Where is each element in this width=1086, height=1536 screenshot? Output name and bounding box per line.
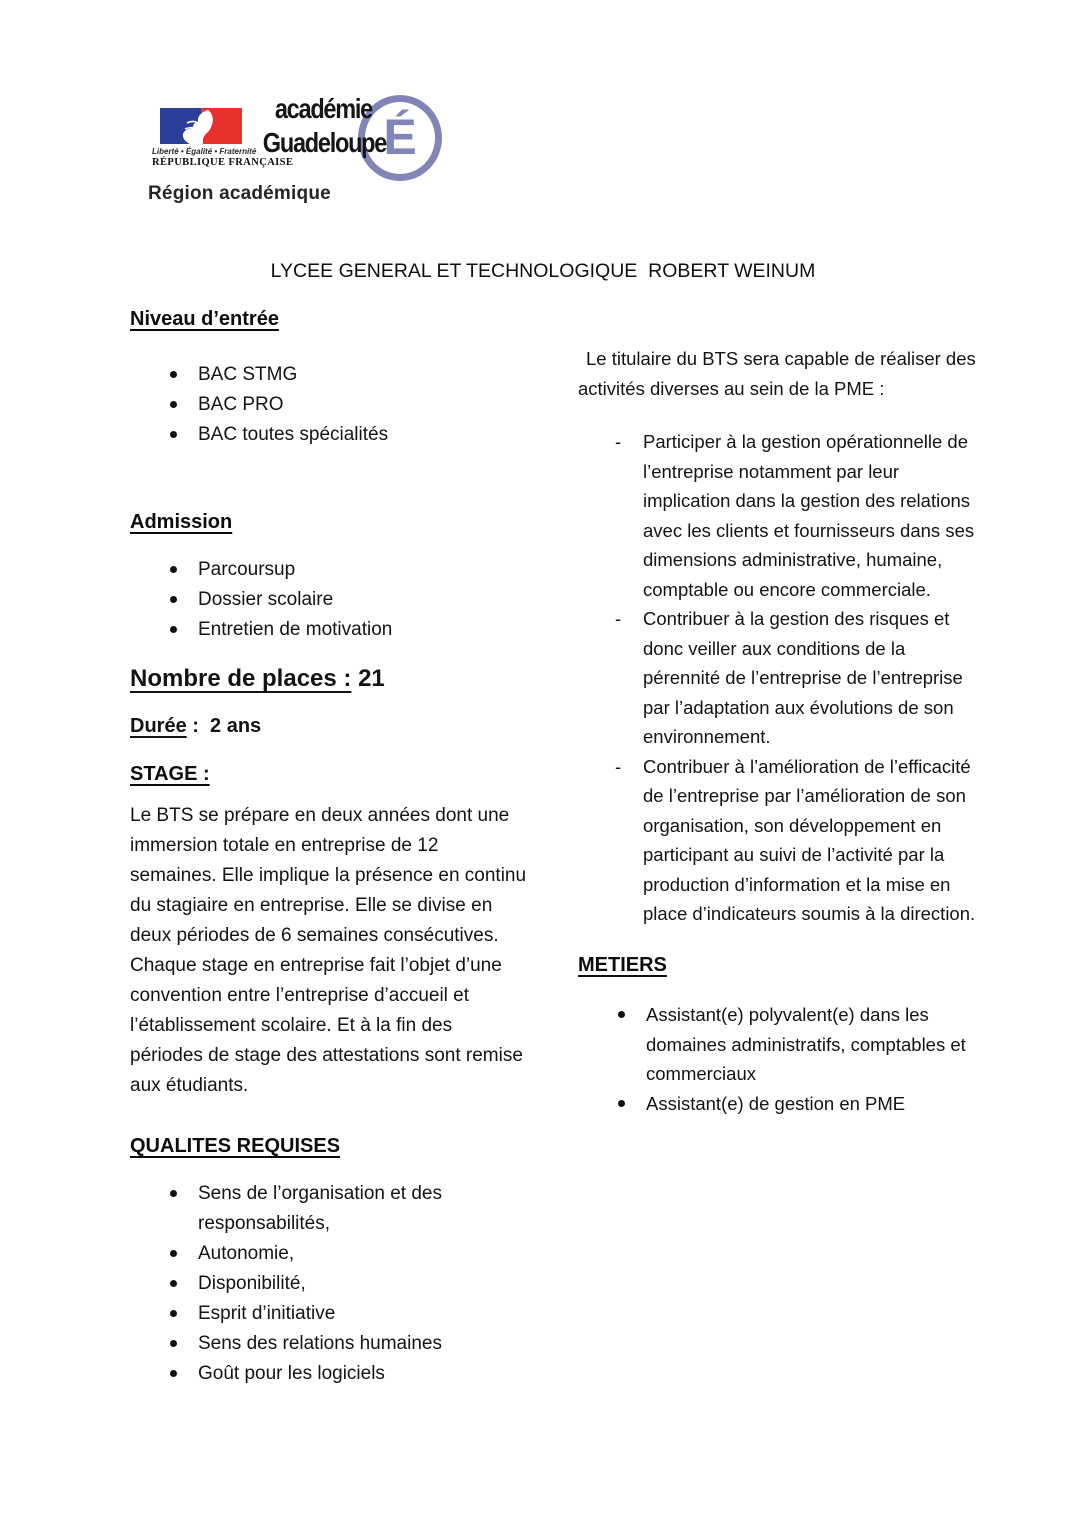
metiers-heading: METIERS [578,953,667,976]
region-academique-label: Région académique [148,183,331,204]
qualites-requises-heading: QUALITES REQUISES [130,1135,341,1157]
list-item [168,615,530,645]
list-item-label: BAC STMG [198,364,298,385]
list-item [168,1359,530,1389]
nombre-de-places-value: 21 [358,665,385,692]
list-item [168,390,530,420]
list-item-label: Entretien de motivation [198,619,393,640]
page-title: LYCEE GENERAL ET TECHNOLOGIQUE ROBERT WEINUM [270,260,816,282]
niveau-list [130,360,530,450]
list-item [616,1089,978,1119]
list-item [613,427,978,604]
academie-name [262,92,387,160]
list-item [168,555,530,585]
list-item [168,1329,530,1359]
list-item-label: Goût pour les logiciels [198,1363,385,1384]
list-item-label: BAC PRO [198,394,284,415]
bts-intro-paragraph: Le titulaire du BTS sera capable de réaliser des activités diverses au sein de la PME : [578,348,976,399]
admission-heading: Admission [130,511,233,533]
missions-list [578,427,978,929]
list-item-label: Dossier scolaire [198,589,334,610]
niveau-dentree-heading: Niveau d’entrée [130,308,279,330]
duree-label: Durée [130,715,187,737]
duree-heading [130,711,530,741]
left-column [130,304,530,1389]
list-item [168,1239,530,1269]
marianne-flag-icon [160,108,242,144]
list-item [168,420,530,450]
list-item [168,585,530,615]
right-column [578,344,978,1118]
list-item-label: Disponibilité, [198,1273,306,1294]
qualites-list [130,1179,530,1389]
list-item [168,1269,530,1299]
academie-badge-letter: É [383,109,417,165]
stage-paragraph: Le BTS se prépare en deux années dont une immersion totale en entreprise de 12 semaines. Elle implique la présence en continu du stagiaire en entreprise. Elle se divise en deux périodes de 6 semaines consécutives. Chaque stage en entreprise fait l’objet d’une convention entre l’entreprise d’accueil et l’établissement scolaire. Et à la fin des périodes de stage des attestations sont remise aux étudiants. [130,805,527,1096]
list-item-label: Sens des relations humaines [198,1333,442,1354]
list-item [613,752,978,929]
republique-francaise-label: RÉPUBLIQUE FRANÇAISE [152,157,294,168]
academie-name-line2: Guadeloupe [262,127,387,158]
duree-value: : 2 ans [186,715,262,737]
liberte-egalite-fraternite-motto: Liberté • Égalité • Fraternité [152,147,257,156]
nombre-de-places-heading [130,663,530,695]
list-item [168,1179,530,1239]
list-item-label: Contribuer à la gestion des risques et donc veiller aux conditions de la pérennité de l’entreprise de l’entreprise par l’adaptation aux évolutions de son environnement. [643,608,968,747]
list-item-label: Contribuer à l’amélioration de l’efficacité de l’entreprise par l’amélioration de son organisation, son développement en participant au suivi de l’activité par la production d’information et la mise en place d’indicateurs soumis à la direction. [643,755,976,924]
list-item [168,360,530,390]
stage-heading: STAGE : [130,763,210,785]
list-item-label: Assistant(e) polyvalent(e) dans les domaines administratifs, comptables et commerciaux [646,1004,966,1084]
academie-guadeloupe-logo [242,88,442,181]
list-item-label: Participer à la gestion opérationnelle de l’entreprise notamment par leur implication dans la gestion des relations avec les clients et fournisseurs dans ses dimensions administrative, humaine, comptable ou encore commerciale. [643,431,980,600]
list-item [168,1299,530,1329]
list-item-label: Assistant(e) de gestion en PME [646,1092,906,1114]
academie-name-line1: académie [274,93,372,124]
admission-list [130,555,530,645]
list-item [613,604,978,752]
metiers-list [578,1000,978,1118]
nombre-de-places-label: Nombre de places : [130,665,352,692]
list-item-label: Esprit d’initiative [198,1303,336,1324]
list-item-label: Sens de l’organisation et des responsabilités, [198,1183,442,1234]
list-item-label: Autonomie, [198,1243,295,1264]
list-item [616,1000,978,1089]
list-item-label: BAC toutes spécialités [198,424,389,445]
list-item-label: Parcoursup [198,559,296,580]
